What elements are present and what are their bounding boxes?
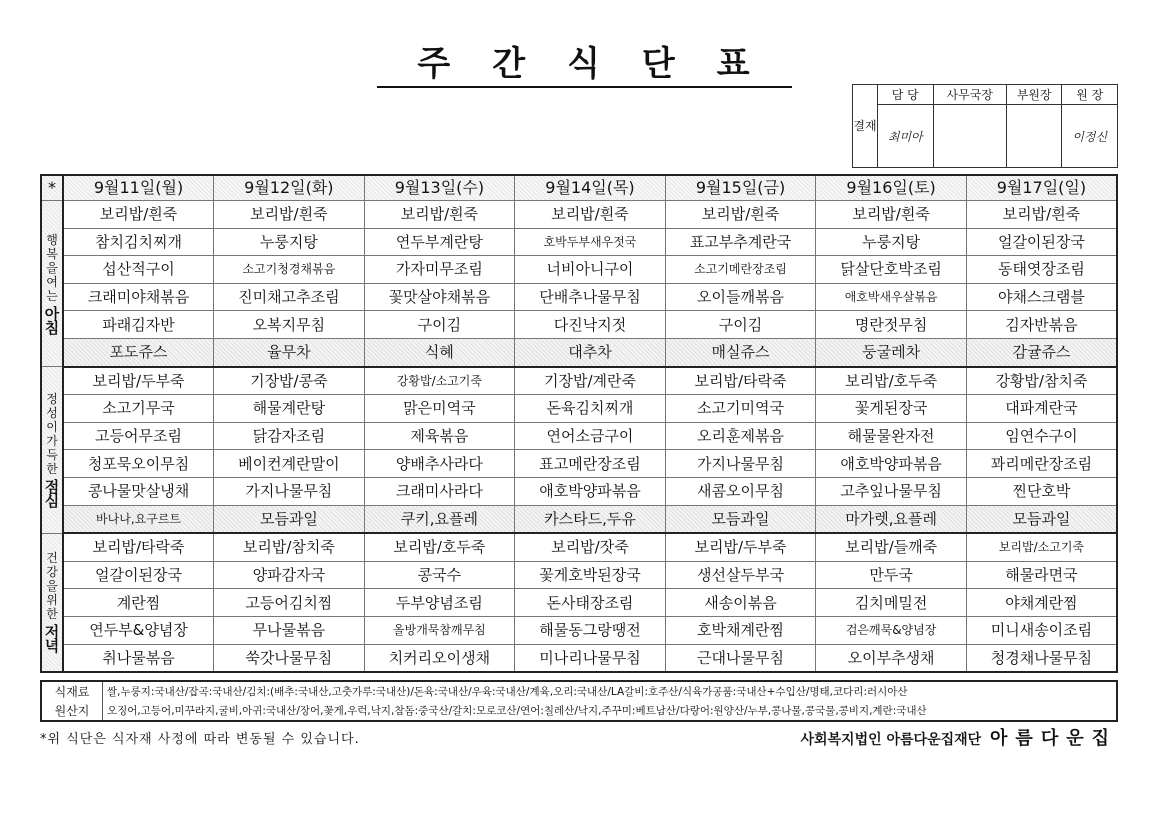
- menu-table: [40, 174, 1118, 673]
- menu-cell: 보리밥/흰죽: [816, 201, 967, 229]
- menu-cell: 가지나물무침: [214, 477, 365, 505]
- org-name: 아름다운집: [990, 728, 1117, 749]
- menu-cell: 기장밥/콩죽: [214, 367, 365, 395]
- page-title: 주간식단표: [0, 36, 1169, 85]
- menu-cell: 연두부계란탕: [364, 228, 515, 256]
- menu-cell: 보리밥/흰죽: [364, 201, 515, 229]
- menu-row: [41, 228, 1117, 256]
- meal-name: 아침: [44, 304, 60, 337]
- menu-cell: 콩국수: [364, 561, 515, 589]
- menu-row: [41, 644, 1117, 672]
- menu-cell: 모듬과일: [665, 505, 816, 533]
- menu-row: [41, 201, 1117, 229]
- meal-label: [41, 533, 63, 672]
- menu-cell: 참치김치찌개: [63, 228, 214, 256]
- menu-cell: 양배추사라다: [364, 450, 515, 478]
- menu-cell: 무나물볶음: [214, 616, 365, 644]
- approval-box: [852, 84, 1118, 168]
- menu-cell: 명란젓무침: [816, 311, 967, 339]
- menu-cell: 보리밥/타락죽: [665, 367, 816, 395]
- menu-cell: 보리밥/소고기죽: [966, 533, 1117, 561]
- menu-cell: 기장밥/계란죽: [515, 367, 666, 395]
- menu-cell: 꽃게된장국: [816, 395, 967, 423]
- menu-row: [41, 367, 1117, 395]
- menu-cell: 두부양념조림: [364, 589, 515, 617]
- menu-cell: 포도쥬스: [63, 338, 214, 366]
- menu-cell: 구이김: [665, 311, 816, 339]
- menu-cell: 미나리나물무침: [515, 644, 666, 672]
- menu-cell: 가지나물무침: [665, 450, 816, 478]
- signature: 이정신: [1062, 105, 1118, 168]
- signature: [933, 105, 1006, 168]
- day-header: 9월17일(일): [966, 175, 1117, 201]
- menu-cell: 보리밥/두부죽: [63, 367, 214, 395]
- menu-cell: 바나나,요구르트: [63, 505, 214, 533]
- menu-row: [41, 338, 1117, 366]
- meal-caption: 행 복 을 여 는: [46, 232, 58, 303]
- origin-label: 식재료: [41, 681, 103, 701]
- meal-name: 저녁: [44, 623, 60, 656]
- origin-line: 쌀,누룽지:국내산/잡곡:국내산/김치:(배추:국내산,고춧가루:국내산)/돈육:국내산/우육:국내산/계육,오리:국내산/LA갈비:호주산/식육가공품:국내산+수입산/명태,코다리:러시아산: [107, 686, 908, 698]
- menu-cell: 대파계란국: [966, 395, 1117, 423]
- day-header: 9월15일(금): [665, 175, 816, 201]
- menu-cell: 동태엿장조림: [966, 256, 1117, 284]
- menu-cell: 섭산적구이: [63, 256, 214, 284]
- origin-table: [40, 680, 1118, 722]
- menu-cell: 근대나물무침: [665, 644, 816, 672]
- origin-line: 오징어,고등어,미꾸라지,굴비,아귀:국내산/장어,꽃게,우럭,낙지,참돔:중국산/갈치:모로코산/연어:칠레산/낙지,주꾸미:베트남산/다랑어:원양산/누부,콩나물,콩국물,콩비지,계란:국내산: [107, 705, 927, 717]
- approval-role: 원 장: [1062, 85, 1118, 105]
- menu-cell: 맑은미역국: [364, 395, 515, 423]
- meal-label: [41, 201, 63, 367]
- menu-cell: 모듬과일: [966, 505, 1117, 533]
- menu-cell: 연어소금구이: [515, 422, 666, 450]
- menu-cell: 꽃게호박된장국: [515, 561, 666, 589]
- menu-cell: 임연수구이: [966, 422, 1117, 450]
- menu-cell: 쑥갓나물무침: [214, 644, 365, 672]
- signature: [1006, 105, 1062, 168]
- menu-cell: 김치메밀전: [816, 589, 967, 617]
- menu-cell: 보리밥/흰죽: [214, 201, 365, 229]
- menu-row: [41, 422, 1117, 450]
- menu-cell: 감귤쥬스: [966, 338, 1117, 366]
- menu-cell: 오리훈제볶음: [665, 422, 816, 450]
- footer-note: *위 식단은 식자재 사정에 따라 변동될 수 있습니다.: [40, 732, 360, 747]
- menu-cell: 올방개묵참깨무침: [364, 616, 515, 644]
- menu-cell: 생선살두부국: [665, 561, 816, 589]
- organization: [800, 724, 1117, 750]
- day-header: 9월11일(월): [63, 175, 214, 201]
- menu-cell: 김자반볶음: [966, 311, 1117, 339]
- menu-cell: 소고기청경채볶음: [214, 256, 365, 284]
- approval-role: 담 당: [878, 85, 934, 105]
- menu-cell: 보리밥/두부죽: [665, 533, 816, 561]
- menu-cell: 얼갈이된장국: [966, 228, 1117, 256]
- menu-cell: 보리밥/호두죽: [364, 533, 515, 561]
- menu-cell: 고추잎나물무침: [816, 477, 967, 505]
- menu-cell: 보리밥/들깨죽: [816, 533, 967, 561]
- menu-cell: 마가렛,요플레: [816, 505, 967, 533]
- approval-role: 부원장: [1006, 85, 1062, 105]
- menu-cell: 강황밥/참치죽: [966, 367, 1117, 395]
- menu-cell: 보리밥/흰죽: [63, 201, 214, 229]
- menu-cell: 단배추나물무침: [515, 283, 666, 311]
- menu-cell: 애호박양파볶음: [515, 477, 666, 505]
- menu-cell: 보리밥/잣죽: [515, 533, 666, 561]
- menu-cell: 만두국: [816, 561, 967, 589]
- menu-cell: 소고기메란장조림: [665, 256, 816, 284]
- menu-cell: 양파감자국: [214, 561, 365, 589]
- menu-cell: 율무차: [214, 338, 365, 366]
- menu-cell: 너비아니구이: [515, 256, 666, 284]
- menu-row: [41, 256, 1117, 284]
- menu-cell: 표고부추계란국: [665, 228, 816, 256]
- menu-cell: 검은깨묵&양념장: [816, 616, 967, 644]
- menu-cell: 애호박양파볶음: [816, 450, 967, 478]
- day-header: 9월13일(수): [364, 175, 515, 201]
- menu-cell: 보리밥/호두죽: [816, 367, 967, 395]
- menu-row: [41, 589, 1117, 617]
- menu-row: [41, 533, 1117, 561]
- menu-cell: 청경채나물무침: [966, 644, 1117, 672]
- menu-cell: 보리밥/타락죽: [63, 533, 214, 561]
- menu-cell: 새콤오이무침: [665, 477, 816, 505]
- menu-cell: 돈육김치찌개: [515, 395, 666, 423]
- menu-cell: 취나물볶음: [63, 644, 214, 672]
- menu-cell: 강황밥/소고기죽: [364, 367, 515, 395]
- menu-cell: 카스타드,두유: [515, 505, 666, 533]
- menu-cell: 야채스크램블: [966, 283, 1117, 311]
- menu-cell: 가자미무조림: [364, 256, 515, 284]
- menu-cell: 미니새송이조림: [966, 616, 1117, 644]
- day-header: 9월16일(토): [816, 175, 967, 201]
- menu-cell: 해물동그랑땡전: [515, 616, 666, 644]
- menu-cell: 제육볶음: [364, 422, 515, 450]
- menu-cell: 대추차: [515, 338, 666, 366]
- menu-cell: 크래미야채볶음: [63, 283, 214, 311]
- menu-cell: 해물라면국: [966, 561, 1117, 589]
- menu-cell: 쿠키,요플레: [364, 505, 515, 533]
- day-header: 9월14일(목): [515, 175, 666, 201]
- menu-cell: 보리밥/참치죽: [214, 533, 365, 561]
- menu-cell: 둥굴레차: [816, 338, 967, 366]
- menu-cell: 닭감자조림: [214, 422, 365, 450]
- meal-caption: 정 성 이 가 득 한: [46, 391, 58, 476]
- menu-cell: 호박두부새우젓국: [515, 228, 666, 256]
- menu-cell: 오이부추생채: [816, 644, 967, 672]
- menu-cell: 소고기미역국: [665, 395, 816, 423]
- menu-cell: 누룽지탕: [214, 228, 365, 256]
- menu-row: [41, 395, 1117, 423]
- menu-cell: 소고기무국: [63, 395, 214, 423]
- menu-cell: 돈사태장조림: [515, 589, 666, 617]
- menu-cell: 새송이볶음: [665, 589, 816, 617]
- menu-cell: 청포묵오이무침: [63, 450, 214, 478]
- menu-cell: 얼갈이된장국: [63, 561, 214, 589]
- menu-cell: 오이들깨볶음: [665, 283, 816, 311]
- menu-cell: 모듬과일: [214, 505, 365, 533]
- menu-cell: 베이컨계란말이: [214, 450, 365, 478]
- menu-cell: 호박채계란찜: [665, 616, 816, 644]
- menu-cell: 표고메란장조림: [515, 450, 666, 478]
- menu-cell: 크래미사라다: [364, 477, 515, 505]
- menu-cell: 야채계란찜: [966, 589, 1117, 617]
- menu-cell: 고등어김치찜: [214, 589, 365, 617]
- meal-caption: 건 강 을 위 한: [46, 551, 58, 622]
- menu-cell: 다진낙지젓: [515, 311, 666, 339]
- menu-cell: 꽈리메란장조림: [966, 450, 1117, 478]
- menu-row: [41, 505, 1117, 533]
- menu-row: [41, 477, 1117, 505]
- menu-row: [41, 450, 1117, 478]
- menu-cell: 계란찜: [63, 589, 214, 617]
- menu-cell: 찐단호박: [966, 477, 1117, 505]
- menu-cell: 치커리오이생채: [364, 644, 515, 672]
- menu-row: [41, 311, 1117, 339]
- menu-cell: 해물물완자전: [816, 422, 967, 450]
- menu-row: [41, 283, 1117, 311]
- menu-cell: 보리밥/흰죽: [966, 201, 1117, 229]
- menu-cell: 진미채고추조림: [214, 283, 365, 311]
- menu-cell: 누룽지탕: [816, 228, 967, 256]
- menu-cell: 애호박새우살볶음: [816, 283, 967, 311]
- org-prefix: 사회복지법인 아름다운집재단: [800, 732, 982, 748]
- menu-cell: 고등어무조림: [63, 422, 214, 450]
- menu-cell: 오복지무침: [214, 311, 365, 339]
- menu-cell: 닭살단호박조림: [816, 256, 967, 284]
- menu-cell: 보리밥/흰죽: [515, 201, 666, 229]
- menu-cell: 해물계란탕: [214, 395, 365, 423]
- signature: 최미아: [878, 105, 934, 168]
- menu-cell: 보리밥/흰죽: [665, 201, 816, 229]
- approval-label: 결재: [853, 85, 878, 168]
- meal-name: 점심: [44, 477, 60, 510]
- menu-row: [41, 616, 1117, 644]
- menu-cell: 구이김: [364, 311, 515, 339]
- menu-cell: 꽃맛살야채볶음: [364, 283, 515, 311]
- menu-cell: 식혜: [364, 338, 515, 366]
- menu-cell: 파래김자반: [63, 311, 214, 339]
- approval-role: 사무국장: [933, 85, 1006, 105]
- menu-cell: 콩나물맛살냉채: [63, 477, 214, 505]
- corner-cell: *: [41, 175, 63, 201]
- menu-row: [41, 561, 1117, 589]
- day-header: 9월12일(화): [214, 175, 365, 201]
- menu-cell: 연두부&양념장: [63, 616, 214, 644]
- origin-label: 원산지: [41, 701, 103, 721]
- menu-cell: 매실쥬스: [665, 338, 816, 366]
- meal-label: [41, 367, 63, 534]
